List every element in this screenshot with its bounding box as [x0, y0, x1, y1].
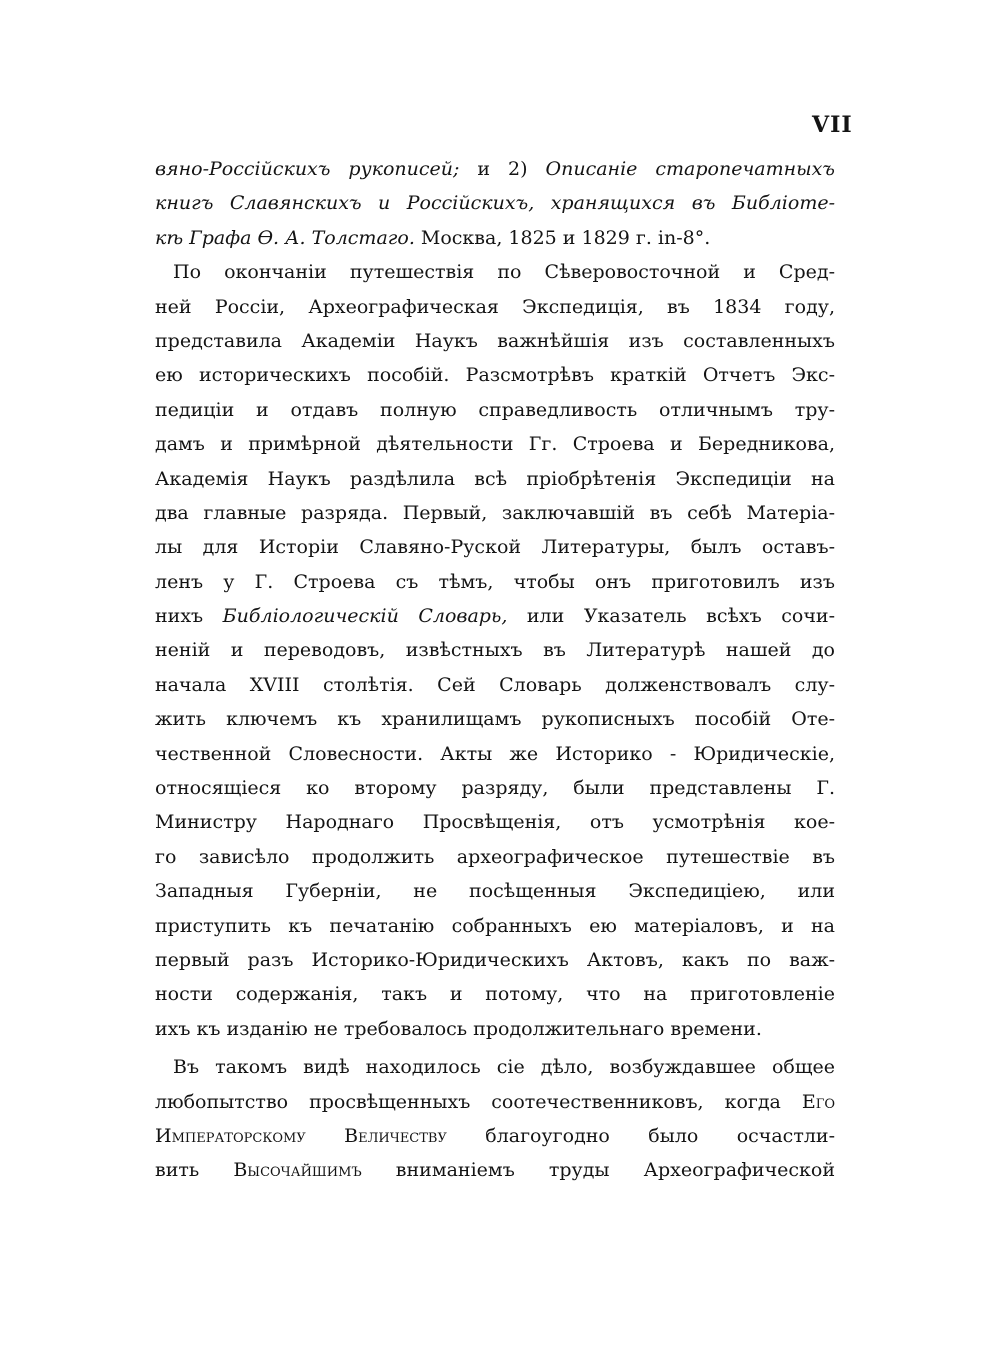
- text-segment: чественной Словесности. Акты же Историко - Юридическіе,: [155, 742, 835, 765]
- text-line: [155, 565, 835, 599]
- text-line: [155, 737, 835, 771]
- text-segment: кѣ Графа Ѳ. А. Толстаго.: [155, 226, 415, 249]
- text-line: [155, 943, 835, 977]
- text-segment: Его: [801, 1090, 835, 1113]
- text-segment: неній и переводовъ, извѣстныхъ въ Литературѣ нашей до: [155, 639, 835, 662]
- text-segment: благоугодно было осчастли-: [446, 1124, 835, 1147]
- text-segment: го зависѣло продолжить археографическое путешествіе въ: [155, 845, 835, 868]
- text-segment: жить ключемъ къ хранилищамъ рукописныхъ пособій Оте-: [155, 708, 835, 731]
- text-line: [155, 840, 835, 874]
- text-segment: дамъ и примѣрной дѣятельности Гг. Строева и Бередникова,: [155, 433, 835, 456]
- text-line: [155, 1085, 835, 1119]
- text-line: [155, 427, 835, 461]
- text-segment: Въ такомъ видѣ находилось сіе дѣло, возбуждавшее общее: [173, 1056, 835, 1079]
- text-segment: педиціи и отдавъ полную справедливость отличнымъ тру-: [155, 398, 835, 421]
- text-segment: Высочайшимъ: [233, 1159, 362, 1182]
- text-segment: Библіологическій Словарь,: [222, 605, 508, 628]
- text-line: [155, 530, 835, 564]
- text-line: [155, 393, 835, 427]
- text-line: [155, 221, 835, 255]
- page-number: VII: [812, 112, 853, 138]
- text-segment: или Указатель всѣхъ сочи-: [507, 605, 835, 628]
- text-segment: относящіеся ко второму разряду, были представлены Г.: [155, 777, 835, 800]
- text-line: [155, 1153, 835, 1187]
- body-text: [155, 152, 835, 1188]
- text-segment: лы для Исторіи Славяно-Руской Литературы, былъ оставъ-: [155, 536, 835, 559]
- text-segment: ней Россіи, Археографическая Экспедиція, въ 1834 году,: [155, 295, 835, 318]
- text-segment: Академія Наукъ раздѣлила всѣ пріобрѣтенія Экспедиціи на: [155, 467, 835, 490]
- text-segment: Западныя Губерніи, не посѣщенныя Экспедиціею, или: [155, 880, 835, 903]
- text-segment: ности содержанія, такъ и потому, что на приготовленіе: [155, 983, 835, 1006]
- text-line: [155, 1119, 835, 1153]
- text-line: [155, 702, 835, 736]
- text-segment: ею историческихъ пособій. Разсмотрѣвъ краткій Отчетъ Экс-: [155, 364, 835, 387]
- text-segment: Министру Народнаго Просвѣщенія, отъ усмотрѣнія кое-: [155, 811, 835, 834]
- text-segment: книгъ Славянскихъ и Россійскихъ, хранящихся въ Библіоте-: [155, 192, 835, 215]
- text-line: [155, 874, 835, 908]
- text-segment: Императорскому Величеству: [155, 1124, 447, 1147]
- text-line: [155, 186, 835, 220]
- text-segment: любопытство просвѣщенныхъ соотечественниковъ, когда: [155, 1090, 802, 1113]
- text-segment: два главные разряда. Первый, заключавшій въ себѣ Матеріа-: [155, 501, 835, 524]
- text-line: [155, 599, 835, 633]
- text-line: [155, 633, 835, 667]
- text-segment: По окончаніи путешествія по Сѣверовосточной и Сред-: [173, 261, 835, 284]
- text-line: [155, 324, 835, 358]
- text-segment: начала XVIII столѣтія. Сей Словарь долженствовалъ слу-: [155, 673, 835, 696]
- text-segment: вяно-Россійскихъ рукописей;: [155, 158, 460, 180]
- text-line: [155, 358, 835, 392]
- text-line: [155, 462, 835, 496]
- text-segment: приступить къ печатанію собранныхъ ею матеріаловъ, и на: [155, 914, 835, 937]
- text-line: [155, 152, 835, 186]
- text-line: [155, 496, 835, 530]
- text-segment: и 2): [459, 158, 546, 180]
- text-segment: ленъ у Г. Строева съ тѣмъ, чтобы онъ приготовилъ изъ: [155, 570, 835, 593]
- text-segment: нихъ: [155, 605, 223, 628]
- text-segment: представила Академіи Наукъ важнѣйшія изъ составленныхъ: [155, 329, 835, 352]
- text-line: [155, 977, 835, 1011]
- text-segment: ихъ къ изданію не требовалось продолжительнаго времени.: [155, 1017, 762, 1040]
- text-line: [155, 805, 835, 839]
- text-line: [155, 771, 835, 805]
- text-segment: Описаніе старопечатныхъ: [545, 158, 835, 180]
- text-segment: Москва, 1825 и 1829 г. in-8°.: [414, 226, 711, 249]
- text-line: [155, 290, 835, 324]
- text-line: [155, 1012, 835, 1046]
- text-segment: вниманіемъ труды Археографической: [361, 1159, 835, 1182]
- text-line: [155, 909, 835, 943]
- text-line: [155, 255, 835, 289]
- text-segment: вить: [155, 1159, 234, 1182]
- text-segment: первый разъ Историко-Юридическихъ Актовъ, какъ по важ-: [155, 948, 835, 971]
- text-line: [155, 1050, 835, 1084]
- text-line: [155, 668, 835, 702]
